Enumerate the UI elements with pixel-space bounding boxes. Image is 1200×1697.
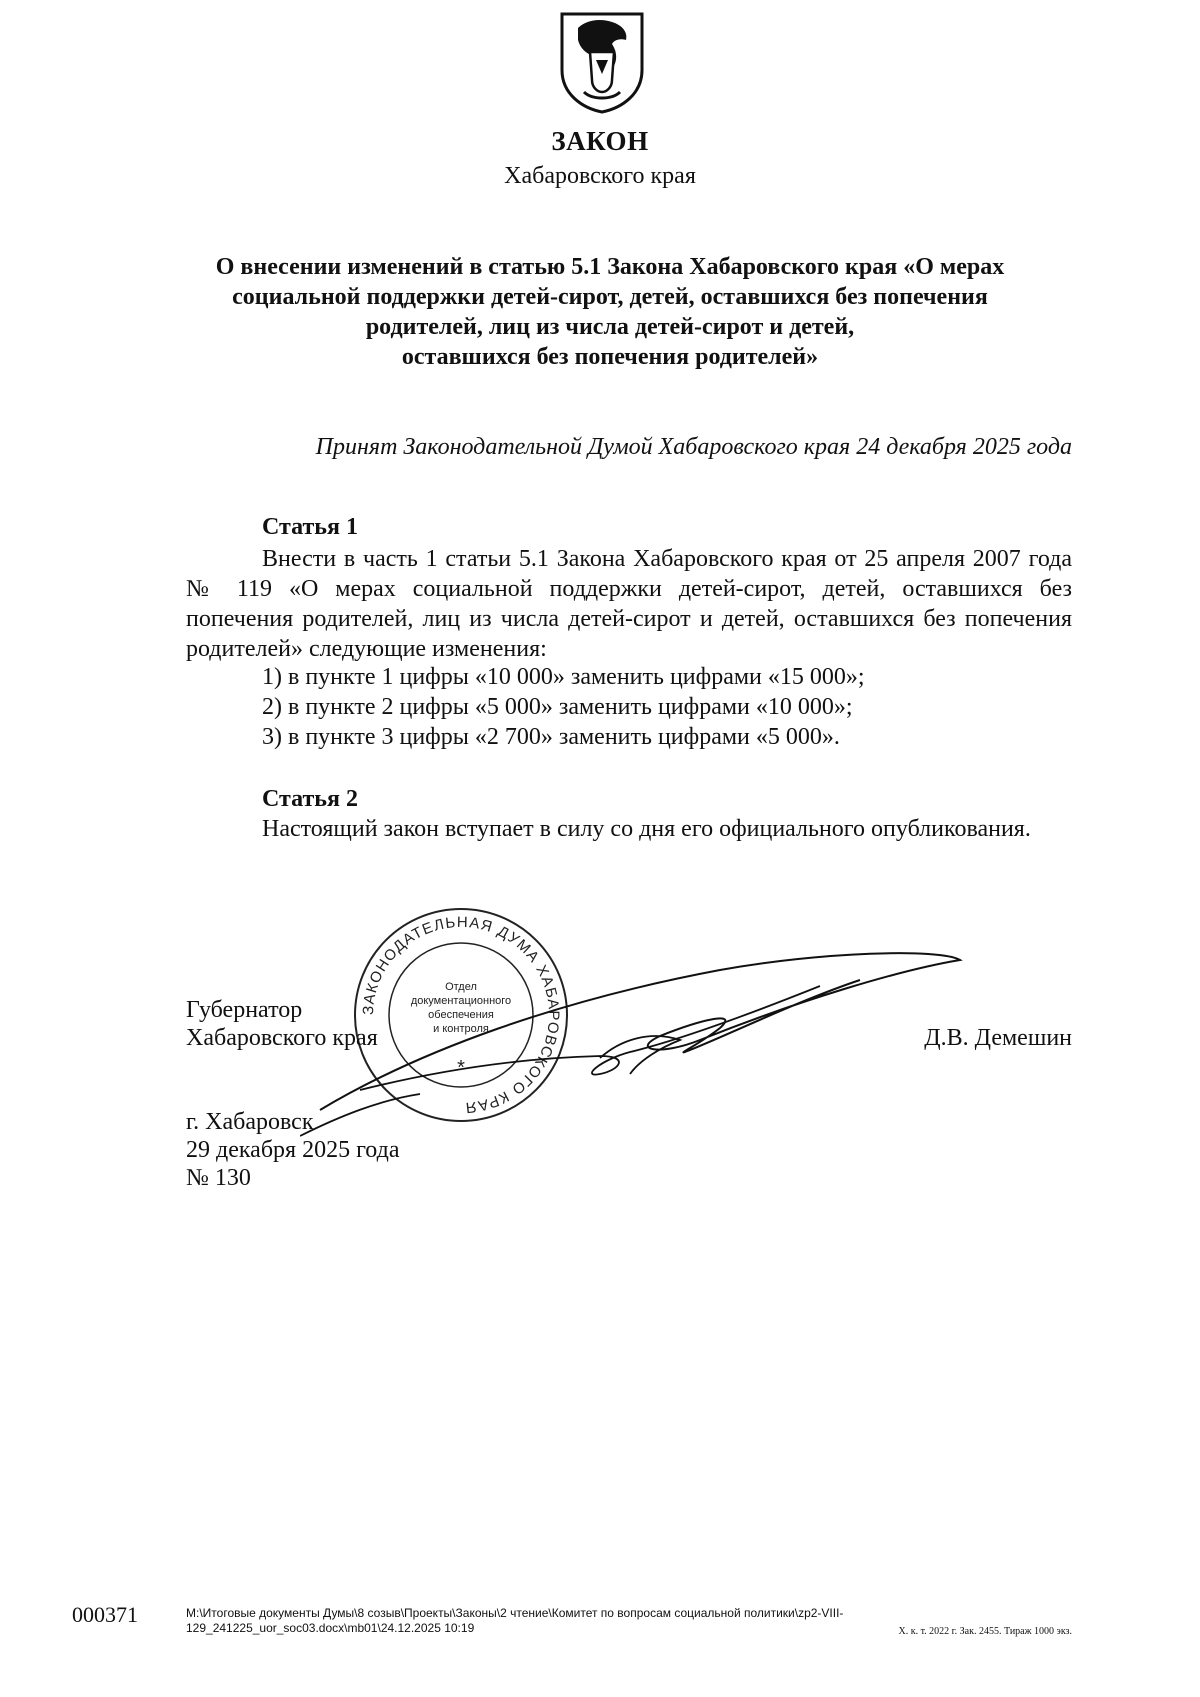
city: г. Хабаровск: [186, 1109, 314, 1135]
article-1-item: 3) в пункте 3 цифры «2 700» заменить цифрами «5 000».: [262, 724, 840, 750]
subject-line: социальной поддержки детей-сирот, детей, оставшихся без попечения: [232, 284, 988, 310]
subject-line: оставшихся без попечения родителей»: [401, 344, 819, 370]
signer-position-line: Губернатор: [186, 997, 303, 1023]
law-subject: [200, 252, 1020, 372]
seal-ring-text: ЗАКОНОДАТЕЛЬНАЯ ДУМА ХАБАРОВСКОГО КРАЯ: [359, 913, 563, 1117]
signer-position-line: Хабаровского края: [186, 1025, 378, 1051]
article-1-item: 1) в пункте 1 цифры «10 000» заменить цифрами «15 000»;: [262, 664, 865, 690]
seal-center-text: Отдел: [445, 981, 477, 993]
article-1-item: 2) в пункте 2 цифры «5 000» заменить цифрами «10 000»;: [262, 694, 853, 720]
adoption-note: Принят Законодательной Думой Хабаровского края 24 декабря 2025 года: [315, 434, 1072, 460]
file-path-line: 129_241225_uor_soc03.docx\mb01\24.12.2025 10:19: [186, 1621, 475, 1635]
handwritten-signature: [300, 940, 980, 1140]
law-title: ЗАКОН: [551, 126, 649, 156]
seal-center-text: и контроля: [433, 1023, 489, 1035]
file-path-line: M:\Итоговые документы Думы\8 созыв\Проекты\Законы\2 чтение\Комитет по вопросам социальной политики\zp2-VIII-: [186, 1606, 844, 1620]
print-info: Х. к. т. 2022 г. Зак. 2455. Тираж 1000 экз.: [898, 1626, 1072, 1637]
signer-name: Д.В. Демешин: [924, 1025, 1072, 1051]
document-code: 000371: [72, 1602, 138, 1627]
law-number: № 130: [186, 1165, 251, 1191]
signing-date: 29 декабря 2025 года: [186, 1137, 400, 1163]
article-1-text: Внести в часть 1 статьи 5.1 Закона Хабаровского края от 25 апреля 2007 года № 119 «О мерах социальной поддержки детей-сирот, детей, оставшихся без попечения родителей, лиц из числа детей-сирот и детей, оставшихся без попечения родителей» следующие изменения:: [186, 546, 1072, 662]
article-1-heading: Статья 1: [262, 514, 358, 540]
seal-center-text: документационного: [410, 995, 512, 1007]
article-2-text: Настоящий закон вступает в силу со дня его официального опубликования.: [262, 816, 1031, 842]
seal-center-text: обеспечения: [428, 1009, 494, 1021]
coat-of-arms-emblem: [556, 10, 648, 114]
seal-star: *: [457, 1057, 465, 1079]
subject-line: родителей, лиц из числа детей-сирот и детей,: [365, 314, 855, 340]
region-subtitle: Хабаровского края: [504, 163, 696, 189]
article-2-heading: Статья 2: [262, 786, 358, 812]
subject-line: О внесении изменений в статью 5.1 Закона Хабаровского края «О мерах: [215, 254, 1005, 280]
place-date-block: [186, 1108, 399, 1192]
